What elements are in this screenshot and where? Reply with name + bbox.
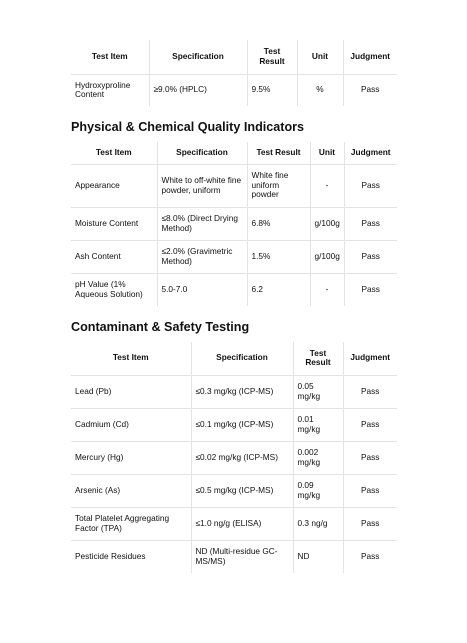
table-row (71, 164, 397, 207)
header-test-result: Test Result (247, 142, 310, 164)
cell-specification: ≥9.0% (HPLC) (149, 74, 247, 106)
table-row (71, 474, 397, 507)
section-title-physical-chemical: Physical & Chemical Quality Indicators (71, 120, 305, 134)
cell-judgment: Pass (343, 441, 397, 474)
cell-unit: - (310, 164, 344, 207)
cell-test-result: 0.01 mg/kg (293, 408, 343, 441)
section-title-contaminant-safety: Contaminant & Safety Testing (71, 320, 250, 334)
cell-unit: % (297, 74, 343, 106)
header-judgment: Judgment (343, 40, 397, 74)
table-header-row (71, 40, 397, 74)
cell-specification: ≤0.02 mg/kg (ICP-MS) (191, 441, 293, 474)
header-specification: Specification (157, 142, 247, 164)
cell-specification: ≤8.0% (Direct Drying Method) (157, 207, 247, 240)
cell-unit: - (310, 273, 344, 306)
cell-judgment: Pass (361, 283, 380, 294)
cell-test-result: 0.3 ng/g (293, 507, 343, 540)
header-test-item: Test Item (71, 342, 191, 375)
cell-test-result: 0.09 mg/kg (293, 474, 343, 507)
cell-test-item: Mercury (Hg) (71, 441, 191, 474)
cell-unit: g/100g (310, 240, 344, 273)
cell-test-item: Total Platelet Aggregating Factor (TPA) (71, 507, 191, 540)
header-judgment: Judgment (344, 142, 397, 164)
cell-judgment: Pass (343, 375, 397, 408)
header-test-item: Test Item (71, 40, 149, 74)
cell-test-result: 6.2 (247, 273, 310, 306)
cell-specification: ≤0.5 mg/kg (ICP-MS) (191, 474, 293, 507)
cell-test-item: Pesticide Residues (71, 540, 191, 573)
header-specification: Specification (191, 342, 293, 375)
cell-specification: ND (Multi-residue GC-MS/MS) (191, 540, 293, 573)
cell-test-result: 0.05 mg/kg (293, 375, 343, 408)
cell-test-item: Cadmium (Cd) (71, 408, 191, 441)
cell-test-result: 0.002 mg/kg (293, 441, 343, 474)
cell-test-result: 6.8% (247, 207, 310, 240)
contaminant-safety-table (71, 342, 397, 573)
quality-table (71, 40, 397, 106)
table-row (71, 540, 397, 573)
cell-test-result: 9.5% (247, 74, 297, 106)
cell-test-item: Lead (Pb) (71, 375, 191, 408)
cell-unit: g/100g (310, 207, 344, 240)
table-row (71, 240, 397, 273)
cell-judgment: Pass (344, 240, 397, 273)
header-unit: Unit (310, 142, 344, 164)
cell-test-item: Appearance (71, 164, 157, 207)
table-row (71, 273, 397, 306)
cell-judgment: Pass (344, 207, 397, 240)
cell-test-result: White fine uniform powder (247, 164, 310, 207)
header-test-item: Test Item (71, 142, 157, 164)
cell-test-item: Arsenic (As) (71, 474, 191, 507)
cell-specification: White to off-white fine powder, uniform (157, 164, 247, 207)
table-row (71, 507, 397, 540)
cell-specification: ≤2.0% (Gravimetric Method) (157, 240, 247, 273)
cell-judgment: Pass (343, 408, 397, 441)
cell-test-item: Moisture Content (71, 207, 157, 240)
header-test-result: Test Result (293, 342, 343, 375)
table-row (71, 441, 397, 474)
cell-judgment: Pass (361, 550, 380, 561)
header-specification: Specification (149, 40, 247, 74)
table-row (71, 74, 397, 106)
cell-specification: 5.0-7.0 (157, 273, 247, 306)
cell-test-item: Hydroxyproline Content (71, 74, 149, 106)
table-row (71, 375, 397, 408)
cell-judgment: Pass (344, 164, 397, 207)
cell-test-item: Ash Content (71, 240, 157, 273)
header-unit: Unit (297, 40, 343, 74)
cell-specification: ≤0.3 mg/kg (ICP-MS) (191, 375, 293, 408)
table-row (71, 207, 397, 240)
cell-specification: ≤0.1 mg/kg (ICP-MS) (191, 408, 293, 441)
table-header-row (71, 342, 397, 375)
cell-test-result: ND (293, 540, 343, 573)
table-row (71, 408, 397, 441)
cell-test-result: 1.5% (247, 240, 310, 273)
physical-chemical-table (71, 142, 397, 306)
cell-test-item: pH Value (1% Aqueous Solution) (71, 273, 157, 306)
cell-specification: ≤1.0 ng/g (ELISA) (191, 507, 293, 540)
cell-judgment: Pass (343, 507, 397, 540)
cell-judgment: Pass (361, 84, 380, 95)
cell-judgment: Pass (343, 474, 397, 507)
table-header-row (71, 142, 397, 164)
header-test-result: Test Result (247, 40, 297, 74)
header-judgment: Judgment (343, 342, 397, 375)
